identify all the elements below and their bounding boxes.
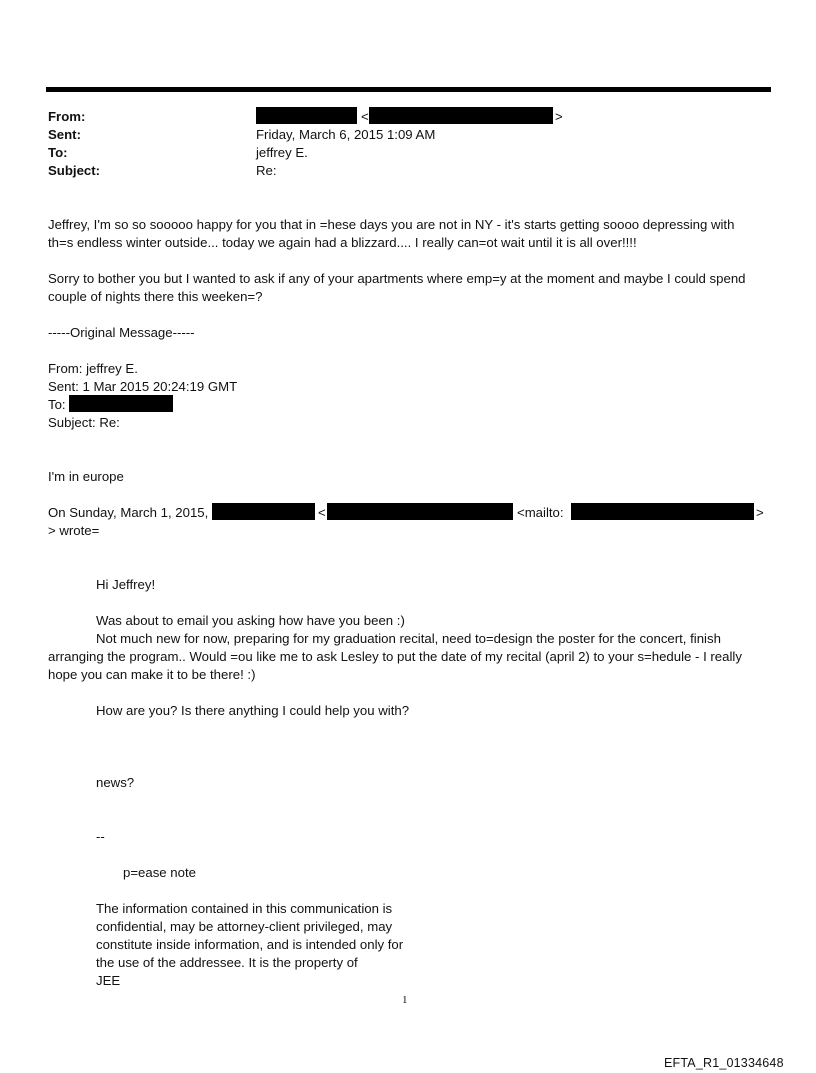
disclaimer-line1: The information contained in this communication is: [96, 901, 393, 916]
redacted-orig-recipient: [69, 395, 173, 412]
page-number: 1: [402, 994, 408, 1006]
bates-id: EFTA_R1_01334648: [664, 1056, 784, 1070]
disclaimer-line2: confidential, may be attorney-client privileged, may: [96, 919, 393, 934]
redacted-sender-name: [256, 107, 357, 124]
disclaimer-line4: the use of the addressee. It is the property of: [96, 955, 358, 970]
quoted-line-q2-2: arranging the program.. Would =ou like me to ask Lesley to put the date of my recital (april 2) to your s=hedule - I really: [48, 649, 742, 664]
quoted-line-q2-3: hope you can make it to be there! :): [48, 667, 256, 682]
from-lt: <: [361, 109, 369, 124]
orig-to-label: To:: [48, 397, 66, 412]
disclaimer-line3: constitute inside information, and is intended only for: [96, 937, 404, 952]
to-label: To:: [48, 145, 68, 160]
quoted-line-q2-1: Not much new for now, preparing for my graduation recital, need to=design the poster for the concert, finish: [96, 631, 721, 646]
sent-label: Sent:: [48, 127, 81, 142]
quoted-greeting: Hi Jeffrey!: [96, 577, 156, 592]
on-date-prefix: On Sunday, March 1, 2015,: [48, 505, 209, 520]
subject-value: Re:: [256, 163, 277, 178]
redacted-mailto-email: [571, 503, 754, 520]
quoted-news: news?: [96, 775, 135, 790]
on-mailto: <mailto:: [517, 505, 564, 520]
disclaimer-line5: JEE: [96, 973, 121, 988]
header-rule: [46, 87, 771, 92]
orig-sent: Sent: 1 Mar 2015 20:24:19 GMT: [48, 379, 238, 394]
redacted-quoted-email: [327, 503, 513, 520]
subject-label: Subject:: [48, 163, 101, 178]
on-wrote: > wrote=: [48, 523, 100, 538]
body-p2-line2: couple of nights there this weeken=?: [48, 289, 263, 304]
redacted-quoted-name: [212, 503, 315, 520]
please-note: p=ease note: [123, 865, 196, 880]
quoted-line-q3: How are you? Is there anything I could help you with?: [96, 703, 410, 718]
to-value: jeffrey E.: [256, 145, 308, 160]
sent-value: Friday, March 6, 2015 1:09 AM: [256, 127, 436, 142]
reply-text: I'm in europe: [48, 469, 124, 484]
on-gt: >: [756, 505, 764, 520]
signature-dashes: --: [96, 829, 105, 844]
body-p1-line1: Jeffrey, I'm so so sooooo happy for you that in =hese days you are not in NY - it's starts getting soooo depressing with: [48, 217, 735, 232]
quoted-line-q1: Was about to email you asking how have you been :): [96, 613, 405, 628]
from-gt: >: [555, 109, 563, 124]
redacted-sender-email: [369, 107, 553, 124]
body-p1-line2: th=s endless winter outside... today we again had a blizzard.... I really can=ot wait until it is all over!!!!: [48, 235, 637, 250]
orig-from: From: jeffrey E.: [48, 361, 138, 376]
from-label: From:: [48, 109, 86, 124]
on-lt: <: [318, 505, 326, 520]
body-p2-line1: Sorry to bother you but I wanted to ask if any of your apartments where emp=y at the moment and maybe I could spend: [48, 271, 746, 286]
original-message-marker: -----Original Message-----: [48, 325, 195, 340]
orig-subject: Subject: Re:: [48, 415, 120, 430]
